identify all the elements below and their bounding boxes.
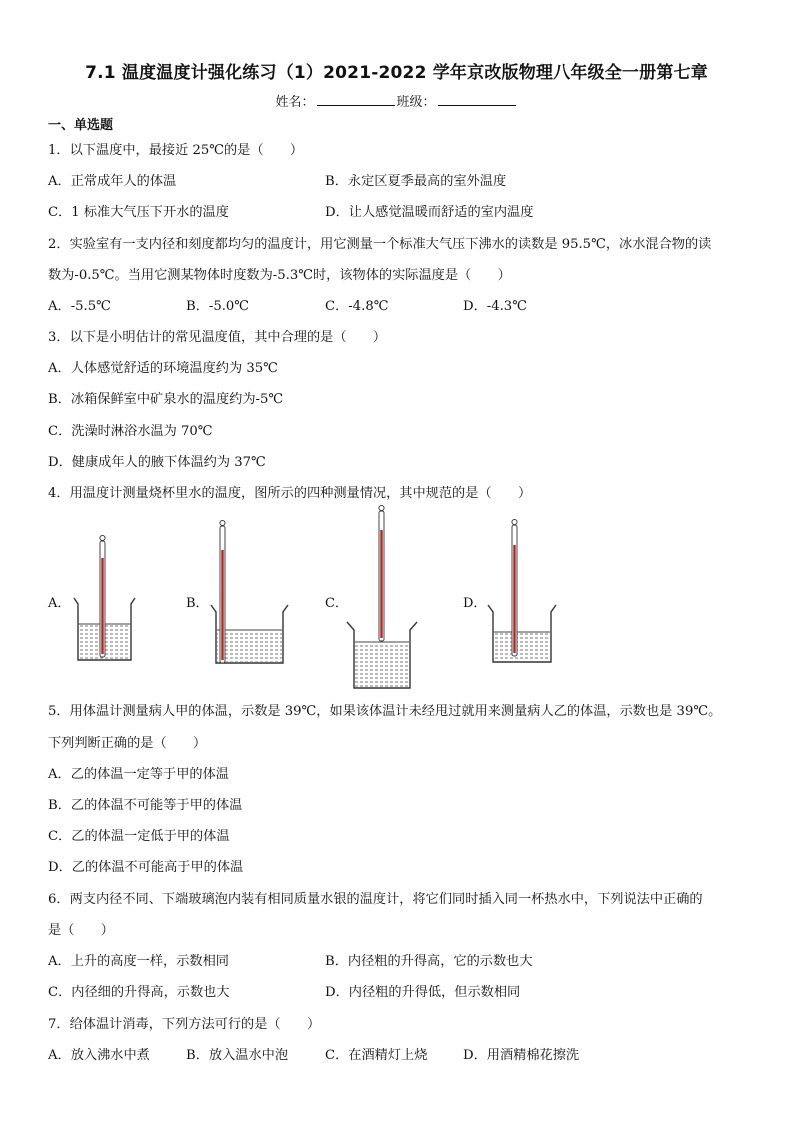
question-5-stem-line-2: 下列判断正确的是（ ） xyxy=(48,736,207,751)
q1-option-a[interactable]: A．正常成年人的体温 xyxy=(48,174,177,189)
q1-option-d[interactable]: D．让人感觉温暖而舒适的室内温度 xyxy=(325,205,534,220)
q4-option-a[interactable]: A． xyxy=(48,596,71,611)
q4-option-b[interactable]: B． xyxy=(186,596,209,611)
figure-a-setup xyxy=(74,535,135,660)
q3-option-c[interactable]: C．洗澡时淋浴水温为 70℃ xyxy=(48,424,213,439)
q6-option-c[interactable]: C．内径细的升得高，示数也大 xyxy=(48,985,230,1000)
question-1-stem: 1．以下温度中，最接近 25℃的是（ ） xyxy=(48,143,304,158)
q3-option-d[interactable]: D．健康成年人的腋下体温约为 37℃ xyxy=(48,455,266,470)
q2-option-b[interactable]: B．-5.0℃ xyxy=(186,299,250,314)
q4-option-d[interactable]: D． xyxy=(463,596,487,611)
q6-option-b[interactable]: B．内径粗的升得高，它的示数也大 xyxy=(325,954,533,969)
q7-option-b[interactable]: B．放入温水中泡 xyxy=(186,1048,289,1063)
water-c xyxy=(355,642,409,687)
question-3-stem: 3．以下是小明估计的常见温度值，其中合理的是（ ） xyxy=(48,330,387,345)
class-label: 班级： xyxy=(396,95,436,110)
question-5-stem-line-1: 5．用体温计测量病人甲的体温，示数是 39℃，如果该体温计未经甩过就用来测量病人乙的体温，示数也是 39℃。 xyxy=(48,704,722,719)
q2-option-c[interactable]: C．-4.8℃ xyxy=(325,299,389,314)
question-4-stem: 4．用温度计测量烧杯里水的温度，图所示的四种测量情况，其中规范的是（ ） xyxy=(48,486,532,501)
question-2-stem-line-1: 2．实验室有一支内径和刻度都均匀的温度计，用它测量一个标准大气压下沸水的读数是 95.5℃，冰水混合物的读 xyxy=(48,237,712,252)
page-title: 7.1 温度温度计强化练习（1）2021-2022 学年京改版物理八年级全一册第七章 xyxy=(85,63,708,83)
q4-option-c[interactable]: C． xyxy=(325,596,348,611)
q5-option-d[interactable]: D．乙的体温不可能高于甲的体温 xyxy=(48,860,244,875)
q1-option-b[interactable]: B．永定区夏季最高的室外温度 xyxy=(325,174,507,189)
figure-d-setup xyxy=(488,519,556,662)
question-6-stem-line-2: 是（ ） xyxy=(48,923,114,938)
q5-option-c[interactable]: C．乙的体温一定低于甲的体温 xyxy=(48,829,230,844)
question-7-stem: 7．给体温计消毒，下列方法可行的是（ ） xyxy=(48,1017,321,1032)
section-heading: 一、单选题 xyxy=(48,118,114,133)
q1-option-c[interactable]: C．1 标准大气压下开水的温度 xyxy=(48,205,229,220)
q5-option-a[interactable]: A．乙的体温一定等于甲的体温 xyxy=(48,767,229,782)
q5-option-b[interactable]: B．乙的体温不可能等于甲的体温 xyxy=(48,798,243,813)
water-b xyxy=(217,630,282,662)
q6-option-d[interactable]: D．内径粗的升得低，但示数相同 xyxy=(325,985,521,1000)
name-label: 姓名： xyxy=(275,95,315,110)
figure-b-setup xyxy=(211,520,288,663)
q7-option-d[interactable]: D．用酒精棉花擦洗 xyxy=(463,1048,580,1063)
q3-option-b[interactable]: B．冰箱保鲜室中矿泉水的温度约为-5℃ xyxy=(48,392,284,407)
question-2-stem-line-2: 数为-0.5℃。当用它测某物体时度数为-5.3℃时，该物体的实际温度是（ ） xyxy=(48,268,511,283)
figure-c-setup xyxy=(347,505,417,688)
q7-option-a[interactable]: A．放入沸水中煮 xyxy=(48,1048,150,1063)
q2-option-a[interactable]: A．-5.5℃ xyxy=(48,299,111,314)
water-d xyxy=(494,632,550,661)
question-6-stem-line-1: 6．两支内径不同、下端玻璃泡内装有相同质量水银的温度计，将它们同时插入同一杯热水中，下列说法中正确的 xyxy=(48,892,703,907)
q7-option-c[interactable]: C．在酒精灯上烧 xyxy=(325,1048,428,1063)
q3-option-a[interactable]: A．人体感觉舒适的环境温度约为 35℃ xyxy=(48,361,278,376)
q6-option-a[interactable]: A．上升的高度一样，示数相同 xyxy=(48,954,229,969)
q2-option-d[interactable]: D．-4.3℃ xyxy=(463,299,527,314)
